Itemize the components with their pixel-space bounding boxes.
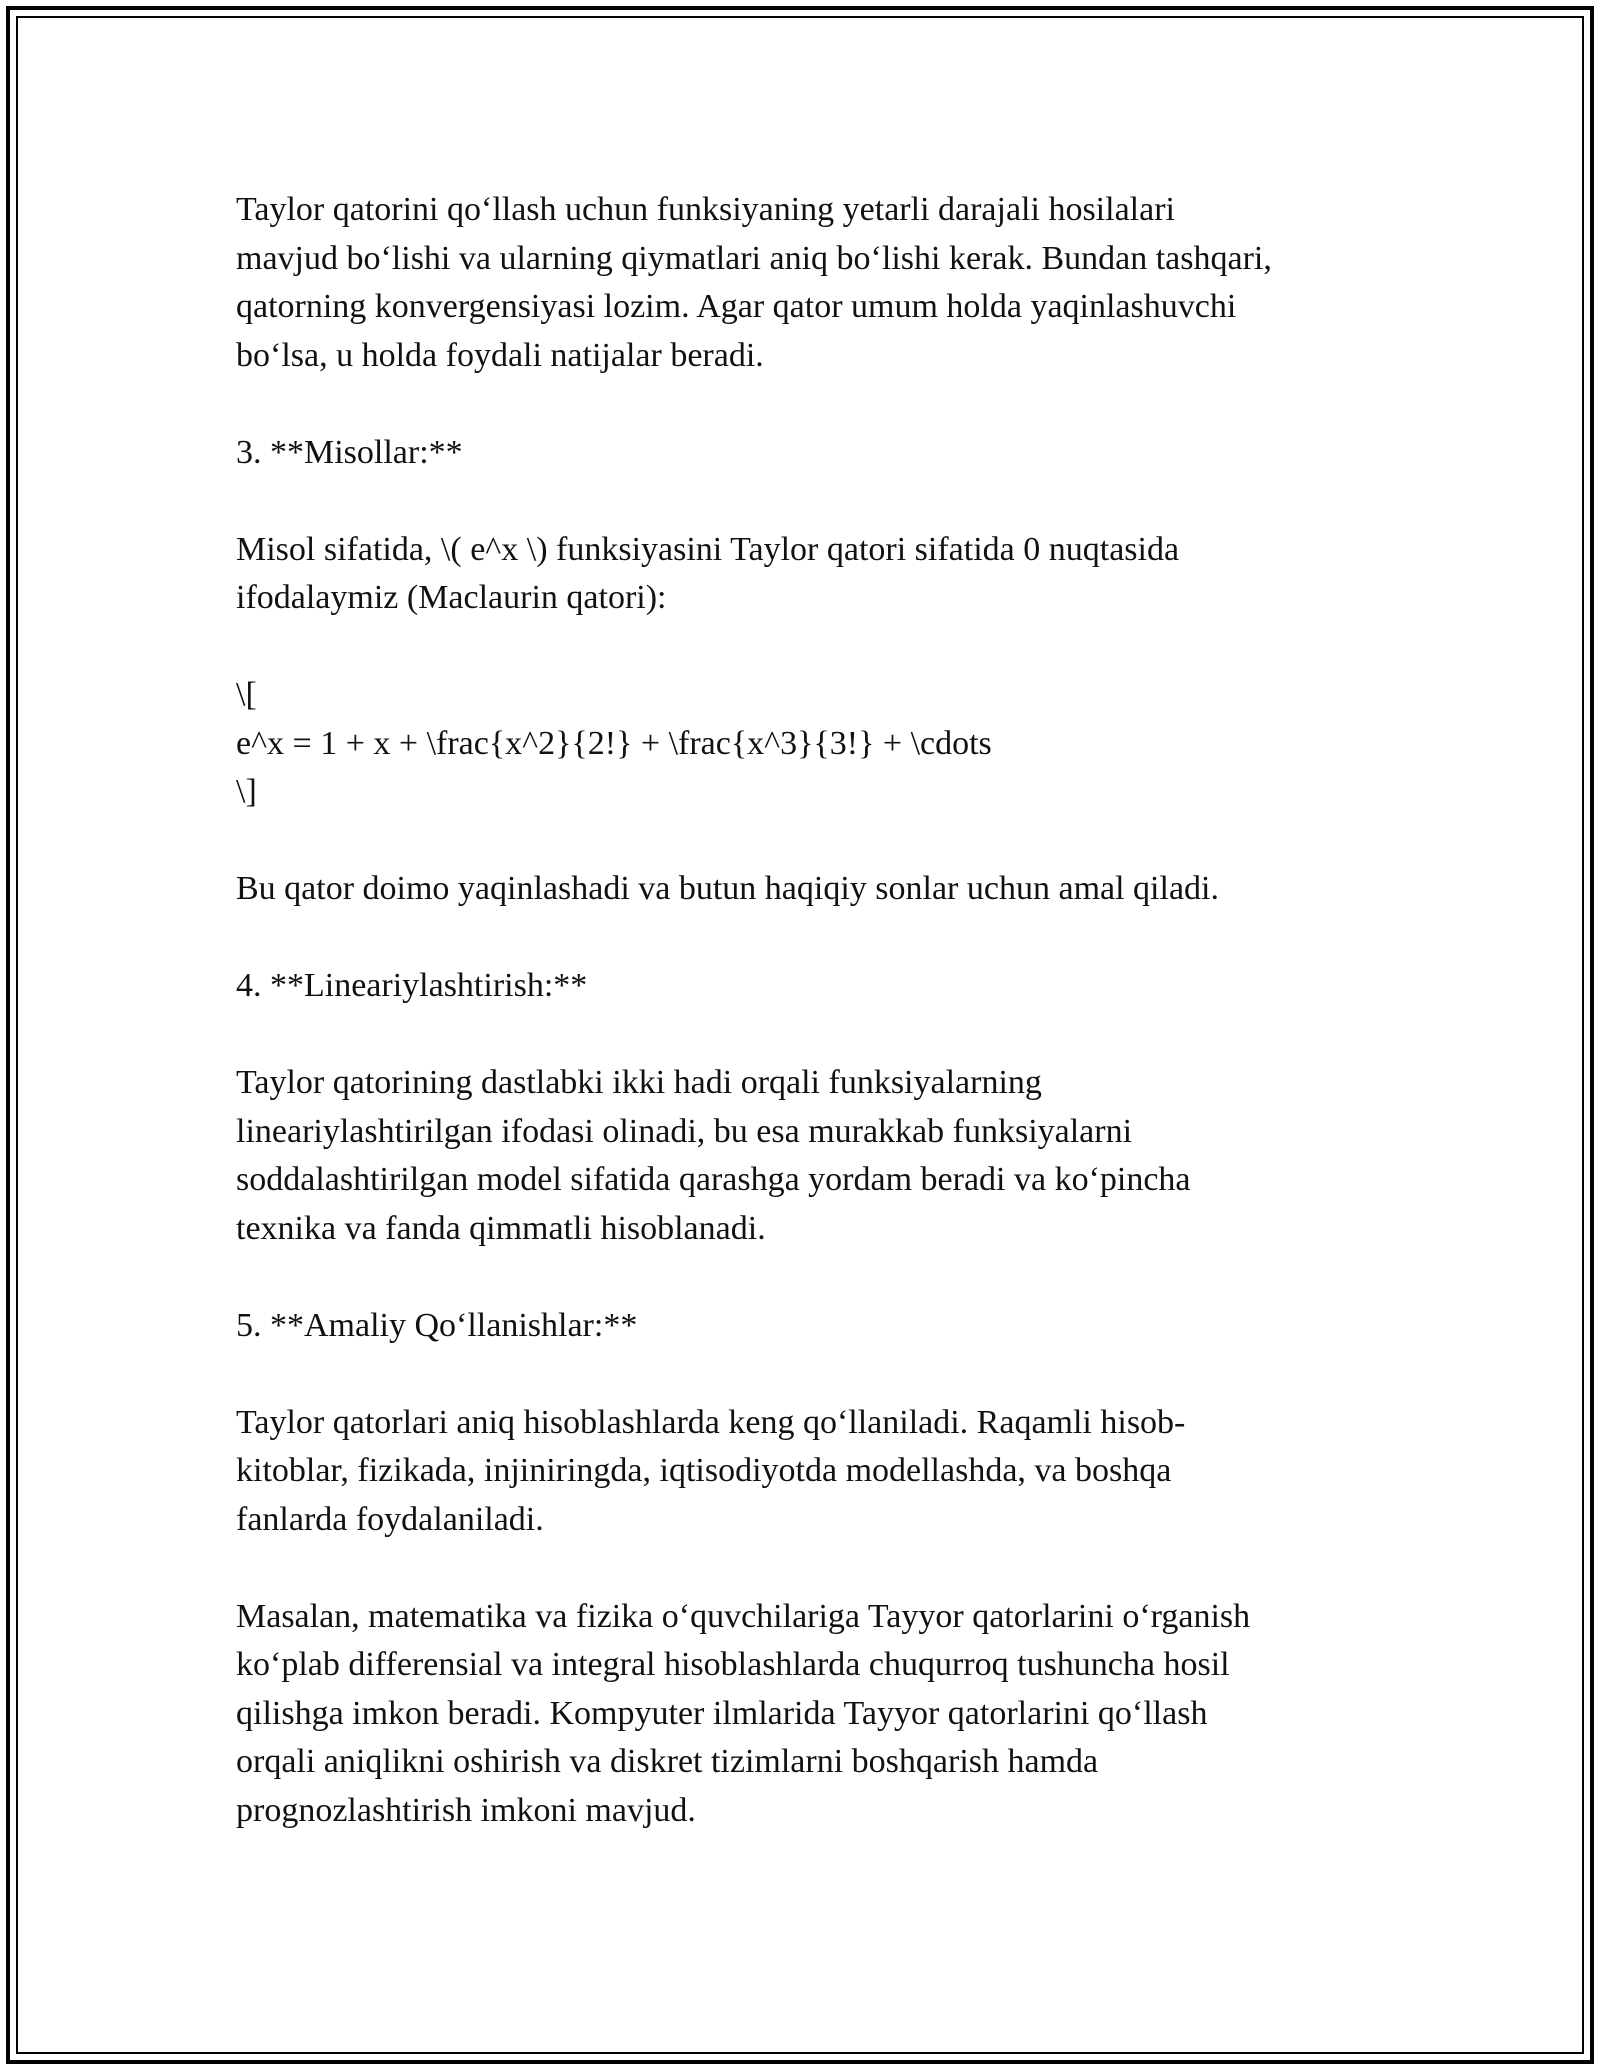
section-heading-amaliy: 5. **Amaliy Qo‘llanishlar:**	[236, 1306, 638, 1344]
paragraph-applications: Taylor qatorlari aniq hisoblashlarda keng qo‘llaniladi. Raqamli hisob- kitoblar, fizikada, injiniringda, iqtisodiyotda modellashda, va boshqa fanlarda foydalaniladi.	[236, 1403, 1186, 1538]
section-heading-lineariylashtirish: 4. **Lineariylashtirish:**	[236, 967, 588, 1004]
paragraph-example-intro: Misol sifatida, \( e^x \) funksiyasini Taylor qatori sifatida 0 nuqtasida ifodalaymiz (Maclaurin qatori):	[236, 530, 1180, 616]
paragraph-convergence: Bu qator doimo yaqinlashadi va butun haqiqiy sonlar uchun amal qiladi.	[236, 870, 1219, 907]
paragraph-example-students: Masalan, matematika va fizika o‘quvchilariga Tayyor qatorlarini o‘rganish ko‘plab differensial va integral hisoblashlarda chuqurroq tushuncha hosil qilishga imkon beradi. Kompyuter ilmlarida Tayyor qatorlarini qo‘llash orqali aniqlikni oshirish va diskret tizimlarni boshqarish hamda prognozlashtirish imkoni mavjud.	[236, 1597, 1251, 1829]
paragraph-taylor-requirements: Taylor qatorini qo‘llash uchun funksiyaning yetarli darajali hosilalari mavjud bo‘lishi va ularning qiymatlari aniq bo‘lishi kerak. Bundan tashqari, qatorning konvergensiyasi lozim. Agar qator umum holda yaqinlashuvchi bo‘lsa, u holda foydali natijalar beradi.	[236, 191, 1272, 374]
section-heading-misollar: 3. **Misollar:**	[236, 433, 463, 471]
paragraph-linearization: Taylor qatorining dastlabki ikki hadi orqali funksiyalarning lineariylashtirilgan ifodasi olinadi, bu esa murakkab funksiyalarni soddalashtirilgan model sifatida qarashga yordam beradi va ko‘pincha texnika va fanda qimmatli hisoblanadi.	[236, 1064, 1191, 1247]
document-body	[236, 186, 1366, 1835]
formula-maclaurin-exp: \[ e^x = 1 + x + \frac{x^2}{2!} + \frac{x^3}{3!} + \cdots \]	[236, 676, 992, 810]
